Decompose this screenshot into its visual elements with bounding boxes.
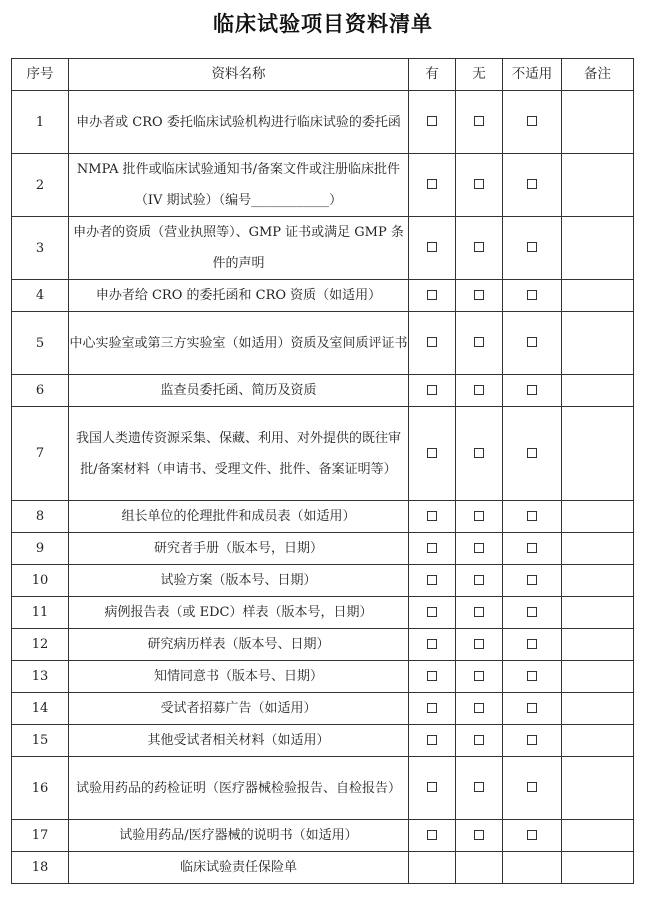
- checkbox-na[interactable]: [527, 337, 537, 347]
- checkbox-yes[interactable]: [427, 639, 437, 649]
- table-row: [12, 757, 634, 820]
- header-no: 无: [456, 59, 503, 91]
- document-name: 研究者手册（版本号，日期）: [69, 533, 409, 565]
- row-number: 17: [12, 820, 69, 852]
- document-name: 试验用药品的药检证明（医疗器械检验报告、自检报告）: [69, 757, 409, 820]
- checkbox-no[interactable]: [474, 385, 484, 395]
- document-name: 我国人类遗传资源采集、保藏、利用、对外提供的既往审批/备案材料（申请书、受理文件、批件、备案证明等）: [69, 407, 409, 501]
- checkbox-yes[interactable]: [427, 607, 437, 617]
- table-row: [12, 91, 634, 154]
- checkbox-cell-yes: [409, 154, 456, 217]
- checkbox-cell-yes: [409, 565, 456, 597]
- row-number: 7: [12, 407, 69, 501]
- checkbox-cell-na: [503, 693, 562, 725]
- checkbox-no[interactable]: [474, 671, 484, 681]
- table-row: [12, 501, 634, 533]
- row-number: 8: [12, 501, 69, 533]
- checkbox-cell-na: [503, 375, 562, 407]
- checkbox-yes[interactable]: [427, 511, 437, 521]
- checkbox-yes[interactable]: [427, 703, 437, 713]
- row-number: 3: [12, 217, 69, 280]
- header-yes: 有: [409, 59, 456, 91]
- checkbox-cell-no: [456, 533, 503, 565]
- remark-cell[interactable]: [562, 375, 634, 407]
- table-row: [12, 312, 634, 375]
- checkbox-no[interactable]: [474, 639, 484, 649]
- table-row: [12, 852, 634, 884]
- checkbox-yes[interactable]: [427, 116, 437, 126]
- checkbox-cell-yes: [409, 501, 456, 533]
- remark-cell[interactable]: [562, 820, 634, 852]
- row-number: 5: [12, 312, 69, 375]
- remark-cell[interactable]: [562, 565, 634, 597]
- checkbox-cell-no: [456, 693, 503, 725]
- checkbox-cell-na: [503, 725, 562, 757]
- checkbox-yes[interactable]: [427, 385, 437, 395]
- row-number: 13: [12, 661, 69, 693]
- document-name: 受试者招募广告（如适用）: [69, 693, 409, 725]
- checkbox-cell-yes: [409, 757, 456, 820]
- checkbox-no[interactable]: [474, 782, 484, 792]
- checkbox-yes[interactable]: [427, 448, 437, 458]
- checkbox-yes[interactable]: [427, 543, 437, 553]
- remark-cell[interactable]: [562, 154, 634, 217]
- checkbox-no[interactable]: [474, 290, 484, 300]
- row-number: 10: [12, 565, 69, 597]
- remark-cell[interactable]: [562, 693, 634, 725]
- document-name: 病例报告表（或 EDC）样表（版本号，日期）: [69, 597, 409, 629]
- document-name: 监查员委托函、简历及资质: [69, 375, 409, 407]
- checkbox-cell-na: [503, 597, 562, 629]
- checkbox-no[interactable]: [474, 703, 484, 713]
- table-row: [12, 693, 634, 725]
- document-name: 组长单位的伦理批件和成员表（如适用）: [69, 501, 409, 533]
- table-row: [12, 661, 634, 693]
- checkbox-cell-na: [503, 852, 562, 884]
- remark-cell[interactable]: [562, 757, 634, 820]
- checkbox-cell-no: [456, 91, 503, 154]
- checkbox-cell-yes: [409, 280, 456, 312]
- checkbox-yes[interactable]: [427, 179, 437, 189]
- checkbox-cell-yes: [409, 407, 456, 501]
- checkbox-cell-no: [456, 407, 503, 501]
- document-name: 申办者的资质（营业执照等）、GMP 证书或满足 GMP 条件的声明: [69, 217, 409, 280]
- checkbox-yes[interactable]: [427, 782, 437, 792]
- document-name: 其他受试者相关材料（如适用）: [69, 725, 409, 757]
- checkbox-na[interactable]: [527, 543, 537, 553]
- checkbox-cell-yes: [409, 725, 456, 757]
- table-row: [12, 820, 634, 852]
- checkbox-no[interactable]: [474, 735, 484, 745]
- table-row: [12, 217, 634, 280]
- checkbox-cell-no: [456, 375, 503, 407]
- checkbox-cell-no: [456, 629, 503, 661]
- document-name: 知情同意书（版本号、日期）: [69, 661, 409, 693]
- checkbox-na[interactable]: [527, 703, 537, 713]
- row-number: 12: [12, 629, 69, 661]
- checkbox-no[interactable]: [474, 242, 484, 252]
- checkbox-no[interactable]: [474, 830, 484, 840]
- checkbox-no[interactable]: [474, 575, 484, 585]
- checkbox-cell-na: [503, 407, 562, 501]
- remark-cell[interactable]: [562, 280, 634, 312]
- document-name: 中心实验室或第三方实验室（如适用）资质及室间质评证书: [69, 312, 409, 375]
- checkbox-cell-na: [503, 629, 562, 661]
- checkbox-cell-na: [503, 820, 562, 852]
- page-title: 临床试验项目资料清单: [213, 11, 433, 36]
- remark-cell[interactable]: [562, 661, 634, 693]
- row-number: 11: [12, 597, 69, 629]
- table-row: [12, 154, 634, 217]
- checkbox-no[interactable]: [474, 179, 484, 189]
- document-name: 申办者给 CRO 的委托函和 CRO 资质（如适用）: [69, 280, 409, 312]
- remark-cell[interactable]: [562, 501, 634, 533]
- checkbox-cell-yes: [409, 661, 456, 693]
- checkbox-cell-no: [456, 661, 503, 693]
- table-row: [12, 725, 634, 757]
- table-row: [12, 533, 634, 565]
- table-row: [12, 280, 634, 312]
- checkbox-yes[interactable]: [427, 290, 437, 300]
- table-row: [12, 629, 634, 661]
- document-name: 试验用药品/医疗器械的说明书（如适用）: [69, 820, 409, 852]
- checkbox-cell-no: [456, 820, 503, 852]
- remark-cell[interactable]: [562, 629, 634, 661]
- checkbox-cell-na: [503, 154, 562, 217]
- checkbox-cell-na: [503, 757, 562, 820]
- checkbox-na[interactable]: [527, 671, 537, 681]
- header-name: 资料名称: [69, 59, 409, 91]
- document-name: 研究病历样表（版本号、日期）: [69, 629, 409, 661]
- checkbox-cell-na: [503, 280, 562, 312]
- checkbox-no[interactable]: [474, 116, 484, 126]
- checkbox-na[interactable]: [527, 639, 537, 649]
- checkbox-cell-na: [503, 91, 562, 154]
- checkbox-na[interactable]: [527, 448, 537, 458]
- checkbox-cell-no: [456, 757, 503, 820]
- checkbox-na[interactable]: [527, 607, 537, 617]
- row-number: 4: [12, 280, 69, 312]
- checkbox-na[interactable]: [527, 511, 537, 521]
- table-row: [12, 597, 634, 629]
- remark-cell[interactable]: [562, 725, 634, 757]
- checkbox-yes[interactable]: [427, 735, 437, 745]
- checkbox-cell-yes: [409, 597, 456, 629]
- checkbox-yes[interactable]: [427, 575, 437, 585]
- header-na: 不适用: [503, 59, 562, 91]
- checkbox-cell-no: [456, 852, 503, 884]
- checkbox-na[interactable]: [527, 242, 537, 252]
- checkbox-cell-na: [503, 217, 562, 280]
- checkbox-na[interactable]: [527, 179, 537, 189]
- checkbox-no[interactable]: [474, 511, 484, 521]
- document-name: 临床试验责任保险单: [69, 852, 409, 884]
- checkbox-cell-no: [456, 725, 503, 757]
- remark-cell[interactable]: [562, 217, 634, 280]
- remark-cell[interactable]: [562, 852, 634, 884]
- table-row: [12, 407, 634, 501]
- remark-cell[interactable]: [562, 91, 634, 154]
- checkbox-na[interactable]: [527, 116, 537, 126]
- checkbox-cell-yes: [409, 820, 456, 852]
- header-row: [12, 59, 634, 91]
- checkbox-na[interactable]: [527, 782, 537, 792]
- checkbox-na[interactable]: [527, 575, 537, 585]
- checkbox-cell-no: [456, 565, 503, 597]
- checkbox-cell-yes: [409, 693, 456, 725]
- checkbox-cell-yes: [409, 852, 456, 884]
- checkbox-cell-na: [503, 661, 562, 693]
- checkbox-na[interactable]: [527, 290, 537, 300]
- checkbox-cell-na: [503, 565, 562, 597]
- table-row: [12, 565, 634, 597]
- checkbox-cell-yes: [409, 629, 456, 661]
- remark-cell[interactable]: [562, 407, 634, 501]
- remark-cell[interactable]: [562, 597, 634, 629]
- checkbox-cell-no: [456, 280, 503, 312]
- checkbox-yes[interactable]: [427, 830, 437, 840]
- checkbox-cell-no: [456, 597, 503, 629]
- checkbox-no[interactable]: [474, 607, 484, 617]
- row-number: 2: [12, 154, 69, 217]
- document-name: 申办者或 CRO 委托临床试验机构进行临床试验的委托函: [69, 91, 409, 154]
- document-name: 试验方案（版本号、日期）: [69, 565, 409, 597]
- checkbox-cell-no: [456, 312, 503, 375]
- table-row: [12, 375, 634, 407]
- checkbox-cell-yes: [409, 533, 456, 565]
- row-number: 1: [12, 91, 69, 154]
- checkbox-cell-na: [503, 501, 562, 533]
- header-remark: 备注: [562, 59, 634, 91]
- document-name: NMPA 批件或临床试验通知书/备案文件或注册临床批件（IV 期试验）（编号____________）: [69, 154, 409, 217]
- checkbox-na[interactable]: [527, 385, 537, 395]
- row-number: 6: [12, 375, 69, 407]
- checkbox-na[interactable]: [527, 735, 537, 745]
- row-number: 16: [12, 757, 69, 820]
- row-number: 14: [12, 693, 69, 725]
- checkbox-no[interactable]: [474, 448, 484, 458]
- checkbox-na[interactable]: [527, 830, 537, 840]
- checkbox-cell-no: [456, 501, 503, 533]
- checkbox-cell-yes: [409, 312, 456, 375]
- checkbox-cell-no: [456, 217, 503, 280]
- checkbox-cell-na: [503, 312, 562, 375]
- checkbox-yes[interactable]: [427, 242, 437, 252]
- row-number: 18: [12, 852, 69, 884]
- checkbox-cell-no: [456, 154, 503, 217]
- checkbox-no[interactable]: [474, 337, 484, 347]
- remark-cell[interactable]: [562, 533, 634, 565]
- checkbox-cell-na: [503, 533, 562, 565]
- header-index: 序号: [12, 59, 69, 91]
- checkbox-yes[interactable]: [427, 337, 437, 347]
- row-number: 15: [12, 725, 69, 757]
- checkbox-cell-yes: [409, 375, 456, 407]
- document-checklist-table: [11, 58, 634, 884]
- checkbox-yes[interactable]: [427, 671, 437, 681]
- row-number: 9: [12, 533, 69, 565]
- checkbox-cell-yes: [409, 91, 456, 154]
- remark-cell[interactable]: [562, 312, 634, 375]
- checkbox-no[interactable]: [474, 543, 484, 553]
- checkbox-cell-yes: [409, 217, 456, 280]
